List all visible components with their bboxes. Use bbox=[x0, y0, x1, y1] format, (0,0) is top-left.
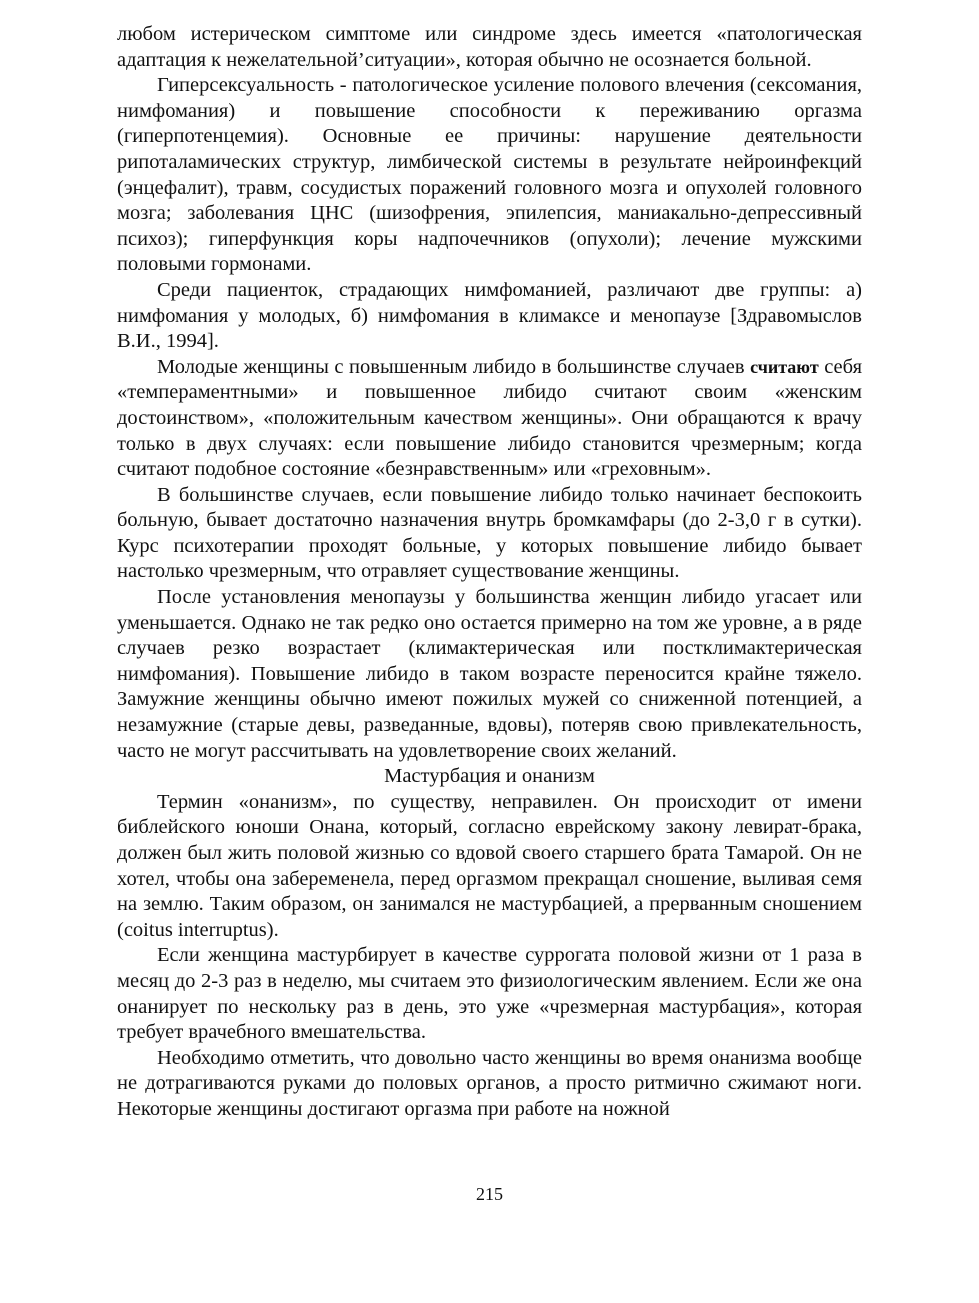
paragraph-methods: Необходимо отметить, что довольно часто женщины во время онанизма вообще не дотрагиваются руками до половых органов, а просто ритмично сжимают ноги. Некоторые женщины достигают оргазма при работе на ножной bbox=[117, 1046, 862, 1120]
paragraph-frequency: Если женщина мастурбирует в качестве суррогата половой жизни от 1 раза в месяц до 2-3 раз в неделю, мы считаем это физиологическим явлением. Если же она онанирует по нескольку раз в день, это уже «чрезмерная мастурбация», которая требует врачебного вмешательства. bbox=[117, 944, 862, 1044]
paragraph-nymphomania-groups: Среди пациенток, страдающих нимфоманией, различают две группы: а) нимфомания у молодых, б) нимфомания в климаксе и менопаузе [Здравомыслов В.И., 1994]. bbox=[117, 278, 862, 353]
paragraph-menopause: После установления менопаузы у большинства женщин либидо угасает или уменьшается. Однако не так редко оно остается примерно на том же уровне, а в ряде случаев резко возрастает (климактерическая или постклимактерическая нимфомания). Повышение либидо в таком возрасте переносится крайне тяжело. Замужние женщины обычно имеют пожилых мужей со сниженной потенцией, а незамужние (старые девы, разведанные, вдовы), потеряв свою привлекательность, часто не могут рассчитывать на удовлетворение своих желаний. bbox=[117, 586, 862, 762]
paragraph-treatment: В большинстве случаев, если повышение либидо только начинает беспокоить больную, бывает достаточно назначения внутрь бромкамфары (до 2-3,0 г в сутки). Курс психотерапии проходят больные, у которых повышение либидо бывает настолько чрезмерным, что отравляет существование женщины. bbox=[117, 483, 862, 583]
paragraph-young-women bbox=[117, 355, 862, 483]
bold-word: считают bbox=[750, 356, 819, 377]
page-number: 215 bbox=[476, 1184, 503, 1204]
paragraph-hypersexuality: Гиперсексуальность - патологическое усиление полового влечения (сексомания, нимфомания) и повышение способности к переживанию оргазма (гиперпотенцемия). Основные ее причины: нарушение деятельности рипоталамических структур, лимбической системы в результате нейроинфекций (энцефалит), травм, сосудистых поражений головного мозга и опухолей головного мозга; заболевания ЦНС (шизофрения, эпилепсия, маниакально-депрессивный психоз); гиперфункция коры надпочечников (опухоли); лечение мужскими половыми гормонами. bbox=[117, 74, 862, 276]
paragraph-continuation: любом истерическом симптоме или синдроме здесь имеется «патологическая адаптация к нежелательной’ситуации», которая обычно не осознается больной. bbox=[117, 23, 862, 71]
paragraph-young-women-end: себя «темпераментными» и повышенное либидо считают своим «женским достоинством», «положительным качеством женщины». Они обращаются к врачу только в двух случаях: если повышение либидо становится чрезмерным; когда считают подобное состояние «безнравственным» или «греховным». bbox=[117, 355, 862, 481]
paragraph-young-women-start: Молодые женщины с повышенным либидо в большинстве случаев bbox=[157, 355, 751, 378]
document-page bbox=[117, 22, 862, 1123]
paragraph-onanism-term: Термин «онанизм», по существу, неправилен. Он происходит от имени библейского юноши Онана, который, согласно еврейскому закону левират-брака, должен был жить половой жизнью со вдовой своего старшего брата Тамарой. Он не хотел, чтобы она забеременела, перед оргазмом прекращал сношение, выливая семя на землю. Таким образом, он занимался не мастурбацией, а прерванным сношением (coitus interruptus). bbox=[117, 790, 862, 941]
section-heading: Мастурбация и онанизм bbox=[384, 765, 595, 788]
